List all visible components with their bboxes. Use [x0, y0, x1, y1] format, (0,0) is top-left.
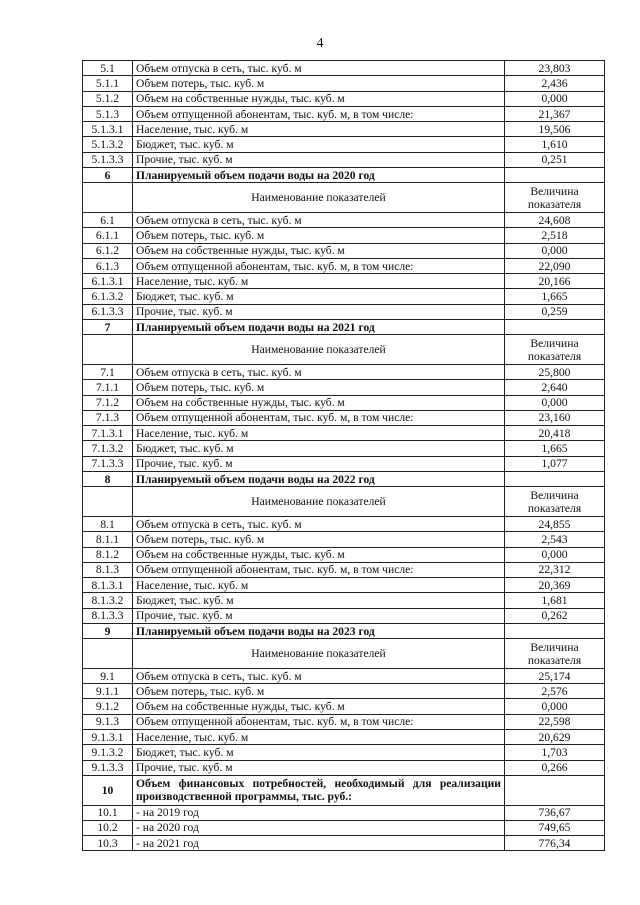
row-number: 6.1.2	[83, 243, 133, 258]
header-name-cell: Наименование показателей	[133, 639, 505, 669]
row-value: 0,262	[505, 608, 605, 623]
table-row	[83, 578, 605, 593]
section-value	[505, 320, 605, 335]
header-value-cell: Величина показателя	[505, 487, 605, 517]
table-row	[83, 274, 605, 289]
table-row	[83, 304, 605, 319]
table-row	[83, 714, 605, 729]
row-name: Объем на собственные нужды, тыс. куб. м	[133, 699, 505, 714]
table-row	[83, 212, 605, 227]
section-title: Планируемый объем подачи воды на 2022 год	[133, 472, 505, 487]
section-value	[505, 623, 605, 638]
row-name: Объем на собственные нужды, тыс. куб. м	[133, 395, 505, 410]
row-value: 0,000	[505, 395, 605, 410]
row-value: 0,000	[505, 243, 605, 258]
row-name: Объем отпущенной абонентам, тыс. куб. м, в том числе:	[133, 410, 505, 425]
row-name: Бюджет, тыс. куб. м	[133, 137, 505, 152]
row-name: Объем отпуска в сеть, тыс. куб. м	[133, 668, 505, 683]
row-number: 7.1.3.3	[83, 456, 133, 471]
row-number: 6.1.3.3	[83, 304, 133, 319]
row-value: 0,259	[505, 304, 605, 319]
table-row	[83, 410, 605, 425]
header-name-cell: Наименование показателей	[133, 183, 505, 213]
row-value: 20,629	[505, 730, 605, 745]
row-name: Объем на собственные нужды, тыс. куб. м	[133, 243, 505, 258]
row-value: 23,160	[505, 410, 605, 425]
row-number: 9.1	[83, 668, 133, 683]
row-name: Объем отпущенной абонентам, тыс. куб. м, в том числе:	[133, 258, 505, 273]
row-value: 2,436	[505, 76, 605, 91]
section-row	[83, 472, 605, 487]
row-name: - на 2019 год	[133, 805, 505, 820]
row-name: Объем отпуска в сеть, тыс. куб. м	[133, 364, 505, 379]
row-name: Объем потерь, тыс. куб. м	[133, 380, 505, 395]
header-num-cell	[83, 487, 133, 517]
table-row	[83, 668, 605, 683]
header-value-cell: Величина показателя	[505, 639, 605, 669]
row-value: 25,174	[505, 668, 605, 683]
header-num-cell	[83, 639, 133, 669]
row-number: 9.1.3.2	[83, 745, 133, 760]
row-name: Бюджет, тыс. куб. м	[133, 289, 505, 304]
row-name: Прочие, тыс. куб. м	[133, 760, 505, 775]
row-name: - на 2021 год	[133, 836, 505, 851]
row-name: Объем потерь, тыс. куб. м	[133, 228, 505, 243]
row-number: 10.1	[83, 805, 133, 820]
table-row	[83, 516, 605, 531]
table-row	[83, 699, 605, 714]
row-number: 8.1.3.3	[83, 608, 133, 623]
header-num-cell	[83, 335, 133, 365]
row-value: 19,506	[505, 122, 605, 137]
row-value: 776,34	[505, 836, 605, 851]
row-value: 1,077	[505, 456, 605, 471]
row-name: Объем потерь, тыс. куб. м	[133, 684, 505, 699]
row-value: 2,640	[505, 380, 605, 395]
row-number: 5.1.3.3	[83, 152, 133, 167]
header-row	[83, 639, 605, 669]
row-number: 6.1.3.1	[83, 274, 133, 289]
header-row	[83, 335, 605, 365]
header-name-cell: Наименование показателей	[133, 335, 505, 365]
row-name: Прочие, тыс. куб. м	[133, 456, 505, 471]
row-name: Объем отпущенной абонентам, тыс. куб. м, в том числе:	[133, 106, 505, 121]
table-row	[83, 441, 605, 456]
table-row	[83, 745, 605, 760]
section-title: Объем финансовых потребностей, необходимый для реализации производственной программы, тыс. руб.:	[133, 775, 505, 805]
row-name: Прочие, тыс. куб. м	[133, 608, 505, 623]
row-number: 5.1.3.1	[83, 122, 133, 137]
section-row	[83, 623, 605, 638]
row-number: 9.1.3	[83, 714, 133, 729]
row-number: 9.1.3.3	[83, 760, 133, 775]
table-row	[83, 836, 605, 851]
row-number: 7.1.3.1	[83, 426, 133, 441]
row-name: Прочие, тыс. куб. м	[133, 152, 505, 167]
header-row	[83, 183, 605, 213]
row-name: Объем отпуска в сеть, тыс. куб. м	[133, 212, 505, 227]
row-value: 0,266	[505, 760, 605, 775]
row-number: 10.3	[83, 836, 133, 851]
row-value: 22,598	[505, 714, 605, 729]
row-name: Прочие, тыс. куб. м	[133, 304, 505, 319]
row-number: 6.1.3.2	[83, 289, 133, 304]
row-value: 0,000	[505, 91, 605, 106]
header-value-cell: Величина показателя	[505, 183, 605, 213]
section-value	[505, 472, 605, 487]
table-row	[83, 61, 605, 76]
section-value	[505, 168, 605, 183]
table-row	[83, 760, 605, 775]
row-number: 9.1.2	[83, 699, 133, 714]
row-name: Объем на собственные нужды, тыс. куб. м	[133, 547, 505, 562]
table-row	[83, 547, 605, 562]
row-number: 10.2	[83, 820, 133, 835]
row-value: 22,090	[505, 258, 605, 273]
row-value: 2,543	[505, 532, 605, 547]
section-number: 6	[83, 168, 133, 183]
row-value: 22,312	[505, 562, 605, 577]
row-number: 5.1.3.2	[83, 137, 133, 152]
section-value	[505, 775, 605, 805]
section-title: Планируемый объем подачи воды на 2020 год	[133, 168, 505, 183]
row-number: 8.1.3.2	[83, 593, 133, 608]
row-number: 5.1.2	[83, 91, 133, 106]
row-number: 6.1	[83, 212, 133, 227]
header-value-cell: Величина показателя	[505, 335, 605, 365]
section-row	[83, 168, 605, 183]
row-name: Население, тыс. куб. м	[133, 426, 505, 441]
table-row	[83, 456, 605, 471]
row-number: 6.1.3	[83, 258, 133, 273]
table-row	[83, 289, 605, 304]
row-value: 20,418	[505, 426, 605, 441]
row-number: 7.1.2	[83, 395, 133, 410]
table-row	[83, 395, 605, 410]
table-row	[83, 684, 605, 699]
row-name: Бюджет, тыс. куб. м	[133, 441, 505, 456]
row-value: 24,855	[505, 516, 605, 531]
indicators-table	[82, 60, 605, 851]
section-number: 9	[83, 623, 133, 638]
row-number: 7.1.1	[83, 380, 133, 395]
table-row	[83, 730, 605, 745]
row-name: Население, тыс. куб. м	[133, 730, 505, 745]
table-row	[83, 364, 605, 379]
section-number: 8	[83, 472, 133, 487]
row-name: Население, тыс. куб. м	[133, 578, 505, 593]
row-name: Население, тыс. куб. м	[133, 274, 505, 289]
row-value: 1,681	[505, 593, 605, 608]
table-row	[83, 593, 605, 608]
row-value: 1,703	[505, 745, 605, 760]
row-value: 736,67	[505, 805, 605, 820]
row-number: 8.1.3	[83, 562, 133, 577]
table-row	[83, 122, 605, 137]
row-value: 0,000	[505, 547, 605, 562]
row-value: 0,000	[505, 699, 605, 714]
row-name: Объем отпущенной абонентам, тыс. куб. м, в том числе:	[133, 562, 505, 577]
row-name: Бюджет, тыс. куб. м	[133, 745, 505, 760]
row-value: 0,251	[505, 152, 605, 167]
table-row	[83, 228, 605, 243]
row-name: Объем на собственные нужды, тыс. куб. м	[133, 91, 505, 106]
table-row	[83, 820, 605, 835]
row-name: Объем отпуска в сеть, тыс. куб. м	[133, 61, 505, 76]
row-number: 8.1	[83, 516, 133, 531]
section-title: Планируемый объем подачи воды на 2021 год	[133, 320, 505, 335]
row-value: 20,166	[505, 274, 605, 289]
table-row	[83, 137, 605, 152]
indicators-table-body	[83, 61, 605, 851]
table-row	[83, 258, 605, 273]
row-number: 7.1.3	[83, 410, 133, 425]
section-row	[83, 320, 605, 335]
section-row	[83, 775, 605, 805]
table-row	[83, 243, 605, 258]
row-value: 23,803	[505, 61, 605, 76]
row-number: 7.1.3.2	[83, 441, 133, 456]
header-num-cell	[83, 183, 133, 213]
table-row	[83, 805, 605, 820]
table-row	[83, 426, 605, 441]
row-number: 6.1.1	[83, 228, 133, 243]
row-name: Объем отпуска в сеть, тыс. куб. м	[133, 516, 505, 531]
table-row	[83, 608, 605, 623]
row-value: 25,800	[505, 364, 605, 379]
row-number: 5.1	[83, 61, 133, 76]
row-number: 9.1.1	[83, 684, 133, 699]
page-number: 4	[316, 36, 324, 51]
row-name: Бюджет, тыс. куб. м	[133, 593, 505, 608]
row-name: Население, тыс. куб. м	[133, 122, 505, 137]
table-row	[83, 152, 605, 167]
header-row	[83, 487, 605, 517]
row-name: Объем потерь, тыс. куб. м	[133, 532, 505, 547]
table-row	[83, 380, 605, 395]
row-number: 5.1.3	[83, 106, 133, 121]
row-value: 2,576	[505, 684, 605, 699]
table-row	[83, 532, 605, 547]
row-value: 20,369	[505, 578, 605, 593]
row-value: 24,608	[505, 212, 605, 227]
row-value: 1,610	[505, 137, 605, 152]
row-number: 9.1.3.1	[83, 730, 133, 745]
row-number: 8.1.1	[83, 532, 133, 547]
header-name-cell: Наименование показателей	[133, 487, 505, 517]
table-row	[83, 562, 605, 577]
row-value: 1,665	[505, 289, 605, 304]
row-value: 21,367	[505, 106, 605, 121]
table-row	[83, 106, 605, 121]
section-number: 10	[83, 775, 133, 805]
table-row	[83, 91, 605, 106]
section-title: Планируемый объем подачи воды на 2023 год	[133, 623, 505, 638]
row-value: 1,665	[505, 441, 605, 456]
row-value: 749,65	[505, 820, 605, 835]
row-number: 5.1.1	[83, 76, 133, 91]
table-row	[83, 76, 605, 91]
row-name: Объем потерь, тыс. куб. м	[133, 76, 505, 91]
row-name: - на 2020 год	[133, 820, 505, 835]
row-name: Объем отпущенной абонентам, тыс. куб. м, в том числе:	[133, 714, 505, 729]
row-number: 7.1	[83, 364, 133, 379]
row-number: 8.1.3.1	[83, 578, 133, 593]
section-number: 7	[83, 320, 133, 335]
row-value: 2,518	[505, 228, 605, 243]
row-number: 8.1.2	[83, 547, 133, 562]
